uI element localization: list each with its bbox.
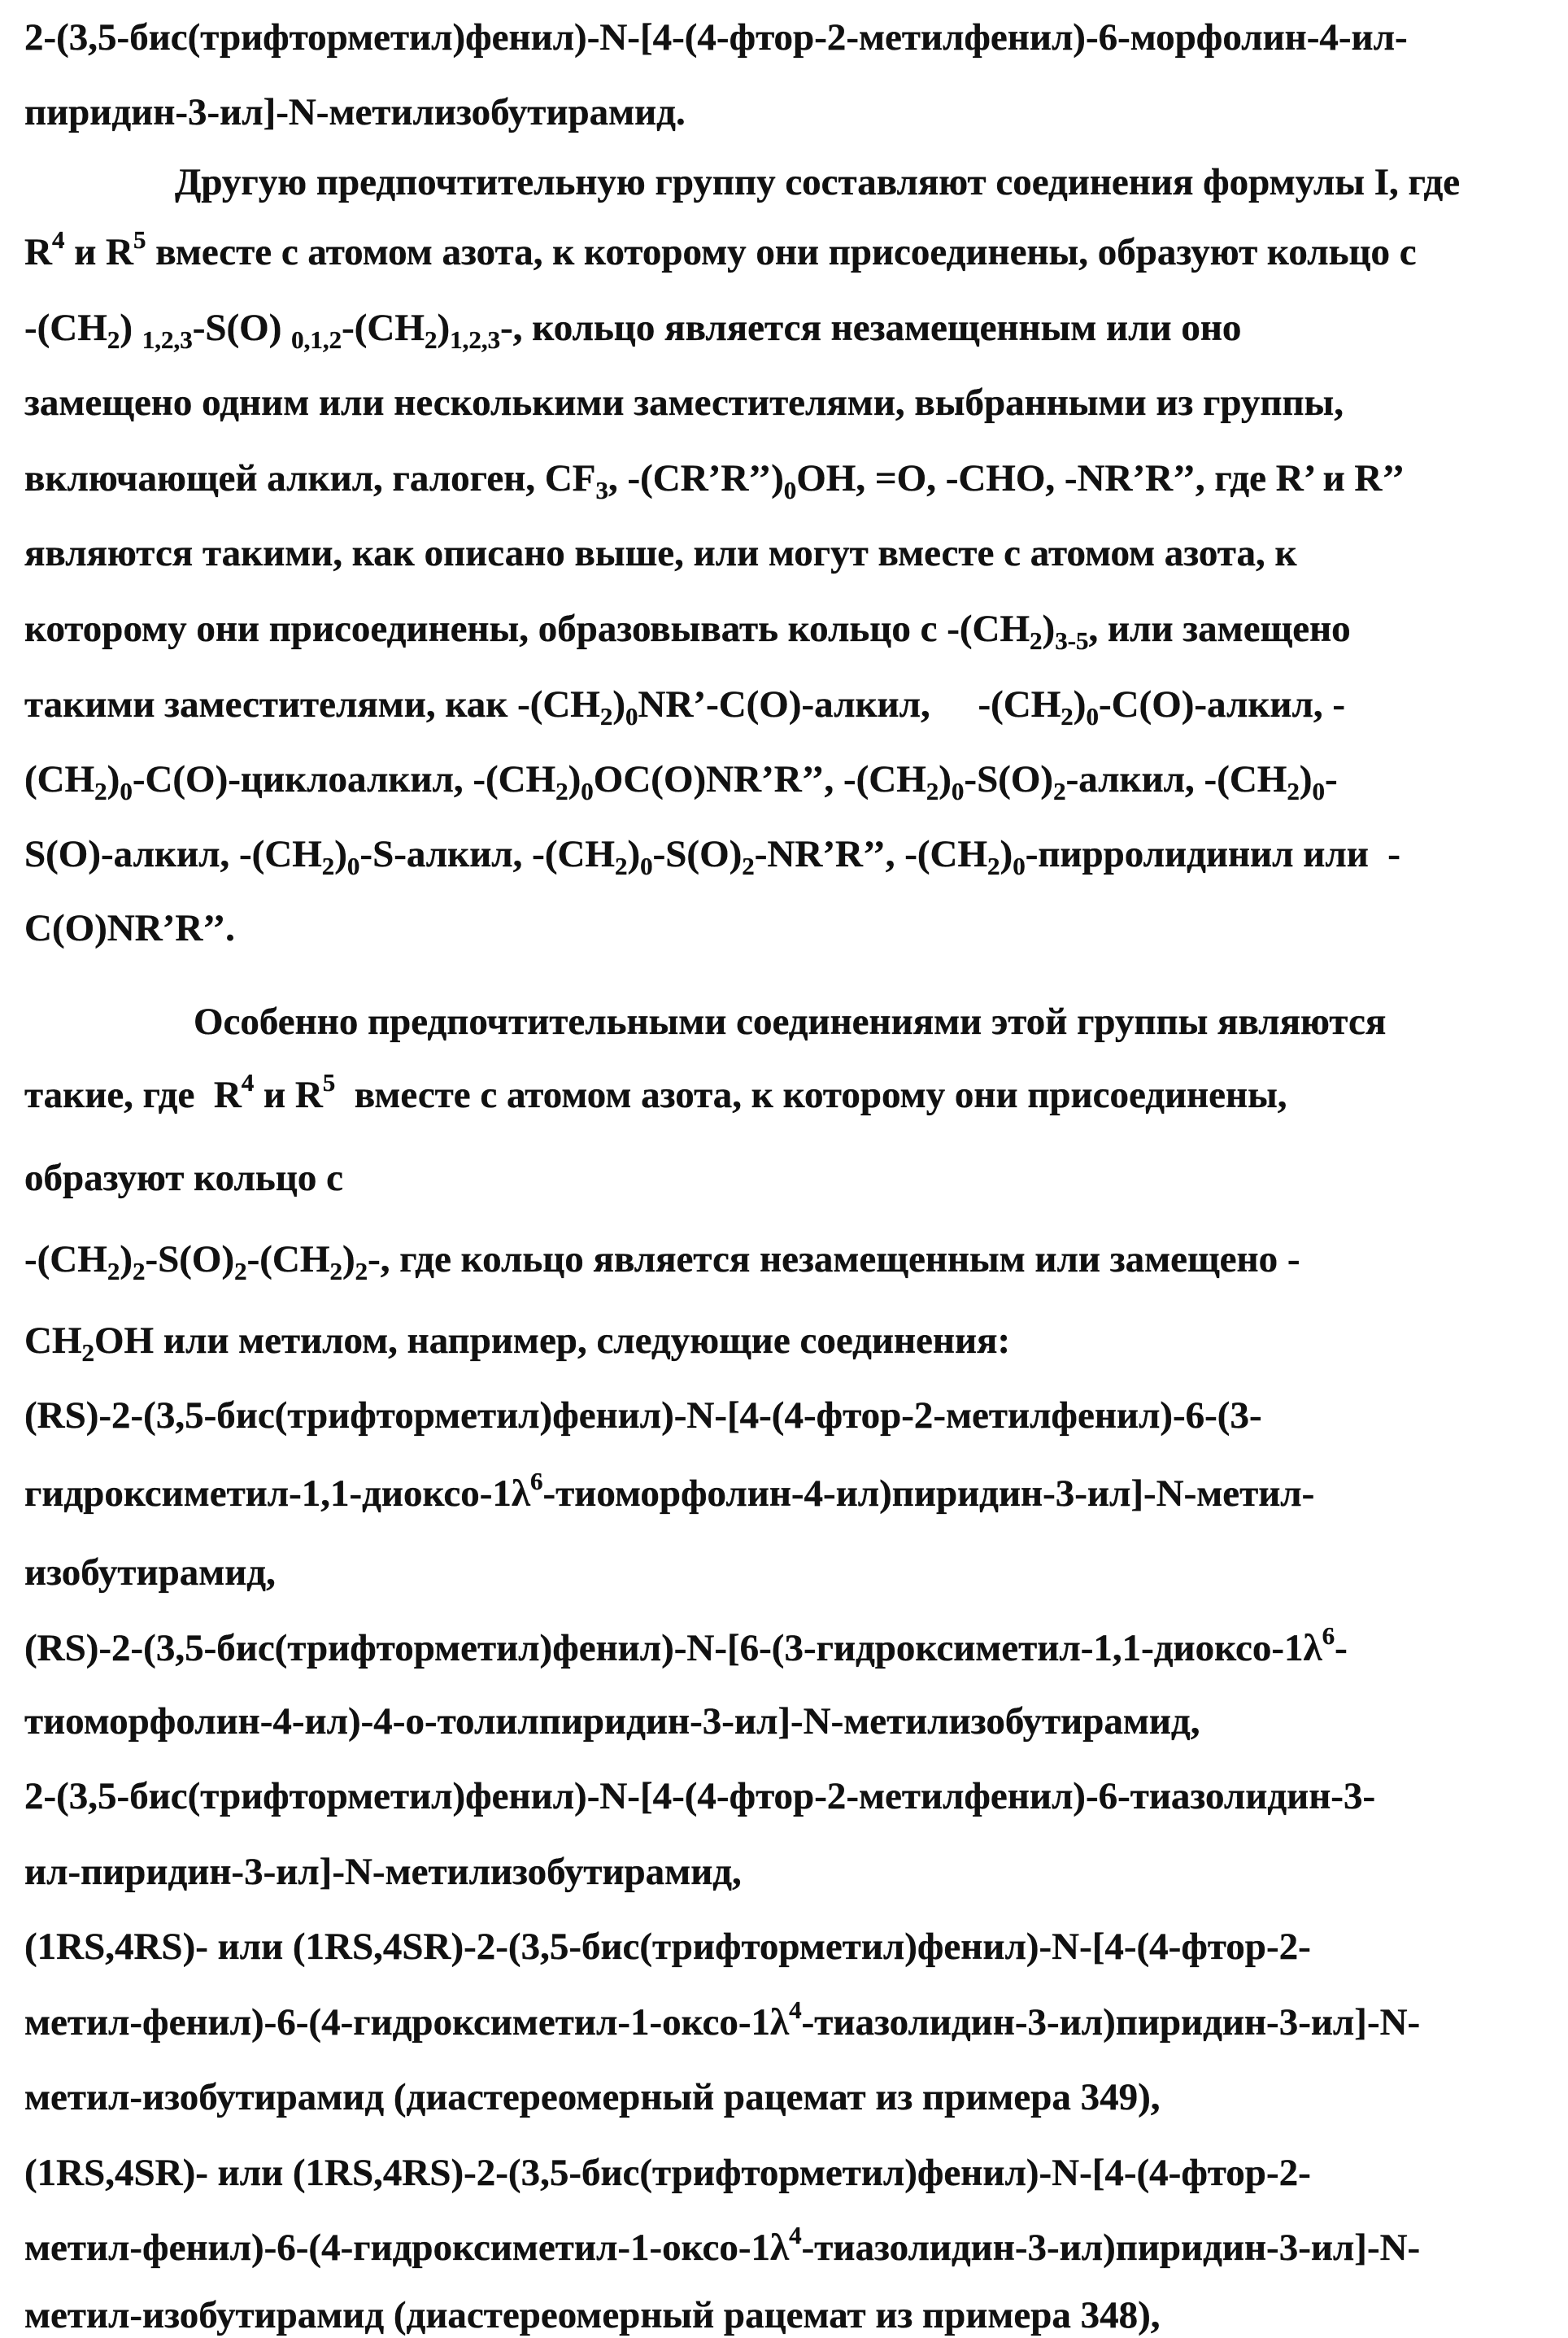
- text-line: [24, 1773, 1375, 1819]
- subscript: 1,2,3: [450, 325, 501, 354]
- text-run: ): [120, 307, 142, 349]
- text-run: являются такими, как описано выше, или могут вместе с атомом азота, к: [24, 532, 1297, 574]
- subscript: 2: [1287, 777, 1300, 805]
- text-line: [194, 999, 1386, 1045]
- text-run: S(O)-алкил, -(CH: [24, 833, 322, 875]
- text-line: [24, 1068, 1287, 1118]
- text-run: ): [612, 683, 626, 726]
- text-run: ): [1000, 833, 1013, 875]
- text-line: [24, 1924, 1311, 1969]
- subscript: 0: [1086, 702, 1099, 731]
- subscript: 0,1,2: [291, 325, 342, 354]
- superscript: 4: [789, 2221, 802, 2249]
- text-run: метил-фенил)-6-(4-гидроксиметил-1-оксо-1λ: [24, 2001, 790, 2044]
- text-run: вместе с атомом азота, к которому они присоединены, образуют кольцо с: [146, 231, 1417, 273]
- subscript: 3: [595, 476, 608, 504]
- text-run: CH: [24, 1319, 82, 1362]
- subscript: 2: [555, 777, 568, 805]
- text-run: -S-алкил, -(CH: [359, 833, 615, 875]
- subscript: 2: [614, 852, 628, 880]
- text-run: OH, =O, -CHO, -NR’R’’, где R’ и R’’: [796, 457, 1405, 499]
- text-run: пиридин-3-ил]-N-метилизобутирамид.: [24, 91, 686, 133]
- superscript: 4: [789, 1996, 802, 2024]
- text-run: (RS)-2-(3,5-бис(трифторметил)фенил)-N-[6-(3-гидроксиметил-1,1-диоксо-1λ: [24, 1627, 1322, 1669]
- text-line: [24, 1318, 1011, 1367]
- subscript: 2: [81, 1338, 94, 1367]
- text-line: [24, 1849, 742, 1895]
- subscript: 0: [1312, 777, 1325, 805]
- superscript: 4: [51, 225, 65, 254]
- text-line: [24, 2292, 1161, 2338]
- text-run: метил-изобутирамид (диастереомерный рацемат из примера 349),: [24, 2076, 1161, 2118]
- text-run: (1RS,4RS)- или (1RS,4SR)-2-(3,5-бис(трифторметил)фенил)-N-[4-(4-фтор-2-: [24, 1926, 1311, 1968]
- subscript: 1,2,3: [142, 325, 193, 354]
- superscript: 4: [241, 1068, 255, 1097]
- subscript: 2: [107, 325, 120, 354]
- subscript: 2: [355, 1257, 368, 1285]
- text-line: [24, 1393, 1262, 1438]
- text-run: ): [334, 833, 347, 875]
- text-run: OC(O)NR’R’’, -(CH: [593, 758, 926, 800]
- subscript: 0: [625, 702, 638, 731]
- text-run: метил-изобутирамид (диастереомерный рацемат из примера 348),: [24, 2294, 1161, 2336]
- text-run: ): [1299, 758, 1313, 800]
- text-run: -: [1335, 1627, 1348, 1669]
- subscript: 2: [329, 1257, 342, 1285]
- text-line: [24, 1621, 1348, 1671]
- text-run: (RS)-2-(3,5-бис(трифторметил)фенил)-N-[4-(4-фтор-2-метилфенил)-6-(3-: [24, 1394, 1262, 1437]
- subscript: 0: [640, 852, 653, 880]
- subscript: 2: [234, 1257, 247, 1285]
- text-run: тиоморфолин-4-ил)-4-о-толилпиридин-3-ил]-N-метилизобутирамид,: [24, 1700, 1200, 1743]
- text-run: NR’-C(O)-алкил, -(CH: [638, 683, 1061, 726]
- text-run: , или замещено: [1088, 608, 1351, 650]
- text-run: OH или метилом, например, следующие соединения:: [94, 1319, 1011, 1362]
- text-line: [24, 757, 1338, 805]
- text-line: [24, 2150, 1311, 2196]
- text-line: [175, 159, 1460, 205]
- text-run: -, где кольцо является незамещенным или замещено -: [368, 1238, 1300, 1280]
- text-run: образуют кольцо с: [24, 1157, 343, 1199]
- text-line: [24, 305, 1242, 354]
- text-line: [24, 1155, 343, 1201]
- subscript: 0: [120, 777, 133, 805]
- subscript: 2: [742, 852, 755, 880]
- text-run: гидроксиметил-1,1-диоксо-1λ: [24, 1472, 531, 1515]
- subscript: 2: [132, 1257, 146, 1285]
- text-run: включающей алкил, галоген, CF: [24, 457, 596, 499]
- subscript: 2: [1061, 702, 1074, 731]
- text-run: ): [342, 1238, 355, 1280]
- text-run: -(CH: [24, 307, 107, 349]
- text-line: [24, 1699, 1200, 1744]
- text-run: -NR’R’’, -(CH: [754, 833, 988, 875]
- text-line: [24, 15, 1408, 60]
- text-run: -(CH: [342, 307, 425, 349]
- text-run: Особенно предпочтительными соединениями этой группы являются: [194, 1001, 1387, 1043]
- text-run: C(O)NR’R’’.: [24, 907, 235, 949]
- text-line: [24, 1550, 276, 1595]
- text-run: -C(O)-циклоалкил, -(CH: [132, 758, 556, 800]
- text-run: , -(CR’R’’): [608, 457, 784, 499]
- text-run: -S(O): [192, 307, 292, 349]
- text-run: -алкил, -(CH: [1065, 758, 1287, 800]
- text-line: [24, 606, 1351, 655]
- subscript: 2: [1030, 626, 1043, 655]
- text-run: -, кольцо является незамещенным или оно: [500, 307, 1242, 349]
- text-line: [24, 2074, 1161, 2120]
- text-run: -тиоморфолин-4-ил)пиридин-3-ил]-N-метил-: [542, 1472, 1315, 1515]
- text-run: -C(O)-алкил, -: [1098, 683, 1346, 726]
- superscript: 5: [133, 225, 146, 254]
- subscript: 0: [951, 777, 965, 805]
- text-run: -: [1325, 758, 1338, 800]
- text-run: -(CH: [24, 1238, 107, 1280]
- text-run: (CH: [24, 758, 95, 800]
- text-run: ): [120, 1238, 133, 1280]
- text-run: ): [627, 833, 641, 875]
- subscript: 2: [987, 852, 1000, 880]
- text-run: -тиазолидин-3-ил)пиридин-3-ил]-N-: [801, 2227, 1421, 2269]
- text-run: замещено одним или несколькими заместителями, выбранными из группы,: [24, 382, 1344, 424]
- text-run: -пирролидинил или -: [1025, 833, 1400, 875]
- subscript: 2: [94, 777, 107, 805]
- text-line: [24, 1996, 1421, 2045]
- subscript: 0: [1013, 852, 1026, 880]
- text-run: которому они присоединены, образовывать кольцо с -(CH: [24, 608, 1030, 650]
- superscript: 6: [1322, 1621, 1335, 1650]
- subscript: 2: [321, 852, 335, 880]
- text-run: ): [568, 758, 581, 800]
- text-run: ): [107, 758, 120, 800]
- subscript: 2: [1053, 777, 1066, 805]
- text-run: ): [939, 758, 952, 800]
- subscript: 2: [926, 777, 939, 805]
- subscript: 0: [581, 777, 594, 805]
- superscript: 6: [530, 1467, 543, 1495]
- text-run: -S(O): [964, 758, 1054, 800]
- text-line: [24, 1467, 1315, 1516]
- text-run: ): [1073, 683, 1087, 726]
- text-run: и R: [254, 1074, 323, 1116]
- text-run: и R: [64, 231, 133, 273]
- text-line: [24, 456, 1405, 504]
- text-run: -S(O): [145, 1238, 235, 1280]
- text-line: [24, 831, 1400, 880]
- subscript: 0: [346, 852, 360, 880]
- text-run: ): [437, 307, 451, 349]
- subscript: 2: [599, 702, 613, 731]
- text-run: изобутирамид,: [24, 1551, 276, 1594]
- text-line: [24, 682, 1346, 731]
- text-run: Другую предпочтительную группу составляют соединения формулы I, где: [175, 161, 1461, 203]
- text-run: такие, где R: [24, 1074, 242, 1116]
- text-run: ил-пиридин-3-ил]-N-метилизобутирамид,: [24, 1851, 742, 1893]
- text-line: [24, 1237, 1300, 1285]
- text-line: [24, 905, 235, 951]
- subscript: 3-5: [1055, 626, 1089, 655]
- text-run: 2-(3,5-бис(трифторметил)фенил)-N-[4-(4-фтор-2-метилфенил)-6-морфолин-4-ил-: [24, 16, 1408, 59]
- text-run: ): [1042, 608, 1056, 650]
- superscript: 5: [322, 1068, 336, 1097]
- subscript: 2: [107, 1257, 120, 1285]
- text-run: 2-(3,5-бис(трифторметил)фенил)-N-[4-(4-фтор-2-метилфенил)-6-тиазолидин-3-: [24, 1775, 1376, 1817]
- text-line: [24, 2221, 1421, 2270]
- text-line: [24, 380, 1344, 425]
- subscript: 0: [783, 476, 797, 504]
- text-run: такими заместителями, как -(CH: [24, 683, 600, 726]
- text-run: -тиазолидин-3-ил)пиридин-3-ил]-N-: [801, 2001, 1421, 2044]
- text-line: [24, 225, 1417, 275]
- text-run: -S(O): [652, 833, 743, 875]
- text-line: [24, 530, 1297, 576]
- text-line: [24, 89, 686, 135]
- text-run: вместе с атомом азота, к которому они присоединены,: [335, 1074, 1287, 1116]
- text-run: -(CH: [246, 1238, 330, 1280]
- text-run: метил-фенил)-6-(4-гидроксиметил-1-оксо-1λ: [24, 2227, 790, 2269]
- text-run: R: [24, 231, 52, 273]
- subscript: 2: [424, 325, 438, 354]
- text-run: (1RS,4SR)- или (1RS,4RS)-2-(3,5-бис(трифторметил)фенил)-N-[4-(4-фтор-2-: [24, 2152, 1311, 2194]
